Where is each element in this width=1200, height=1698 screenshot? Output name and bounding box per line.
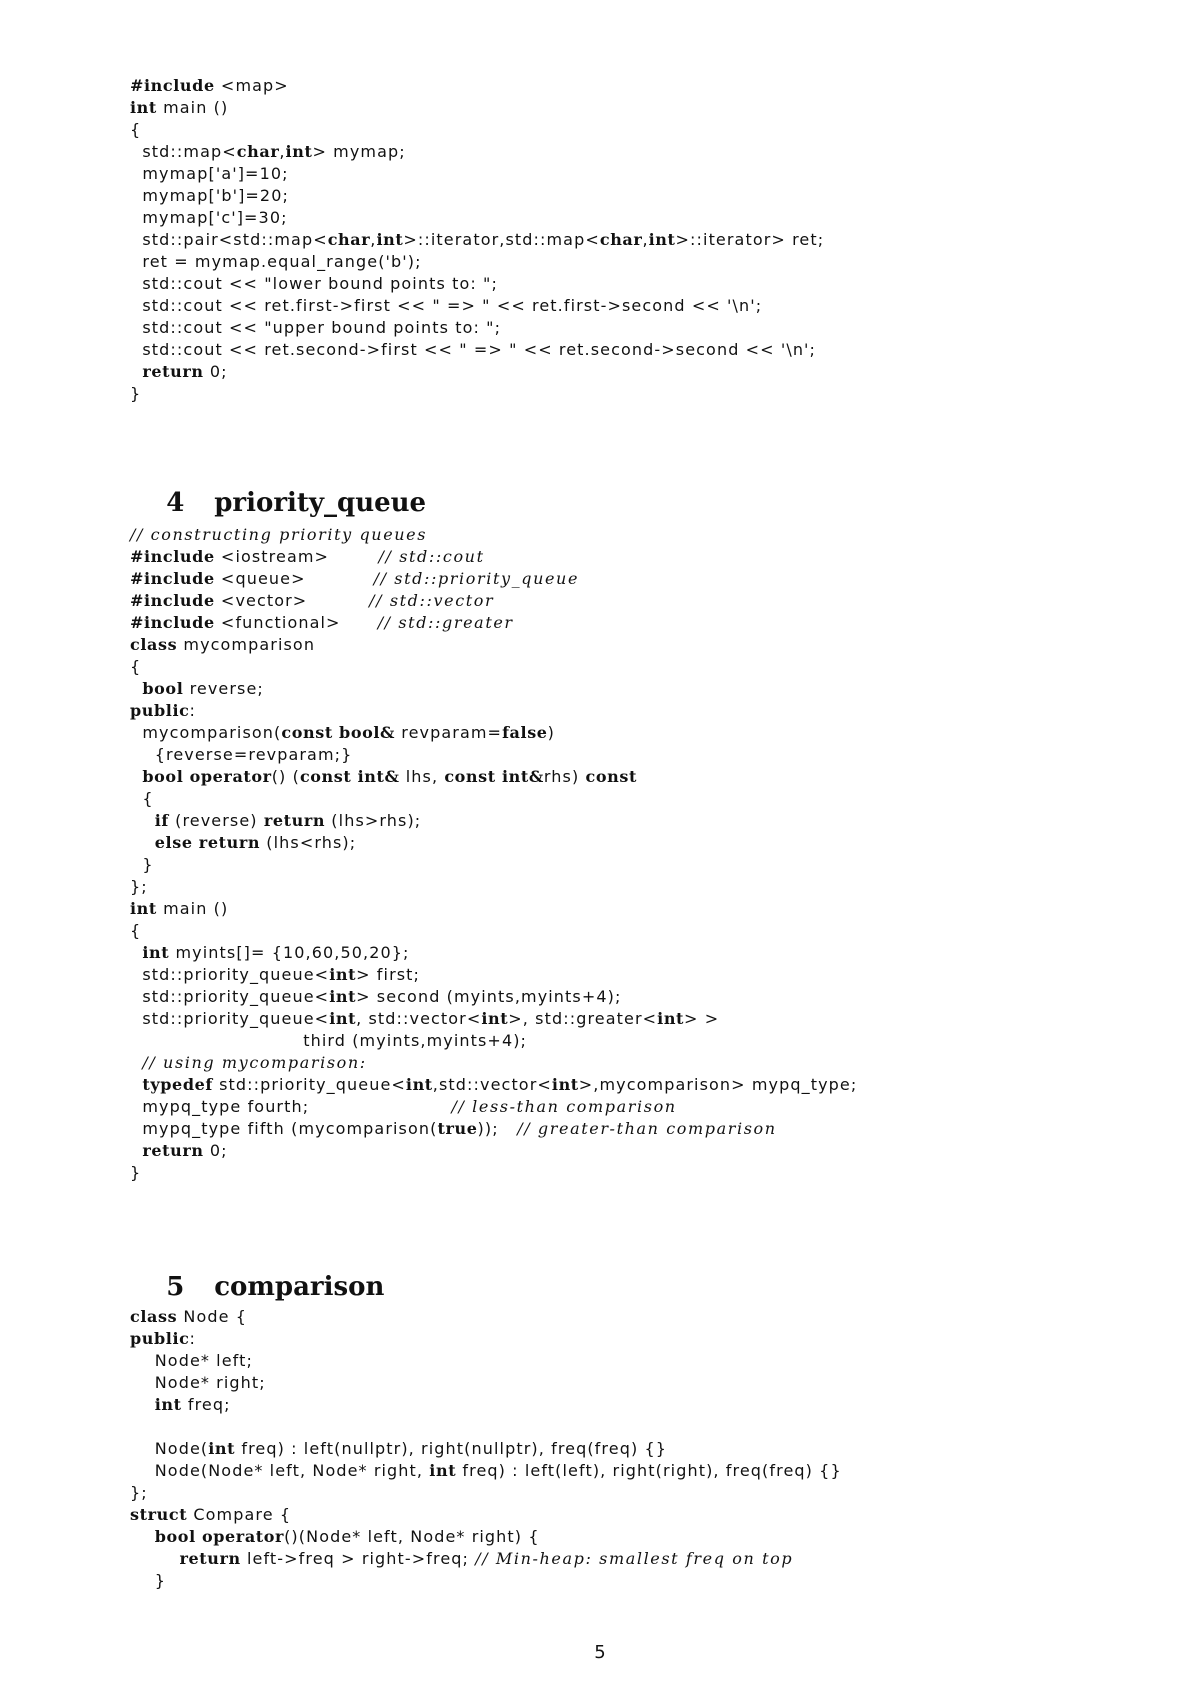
code-keyword: int — [429, 1461, 457, 1480]
code-line — [130, 317, 824, 339]
code-text: freq) : left(nullptr), right(nullptr), freq(freq) {} — [235, 1439, 668, 1458]
code-line — [130, 1074, 857, 1096]
code-text: lhs, — [399, 767, 445, 786]
code-keyword: int — [481, 1009, 509, 1028]
code-text: > first; — [356, 965, 421, 984]
code-text: main () — [156, 98, 229, 117]
code-line — [130, 810, 857, 832]
code-line — [130, 722, 857, 744]
code-text — [130, 1075, 142, 1094]
code-line — [130, 700, 857, 722]
code-keyword: return — [142, 1141, 204, 1160]
code-text: 0; — [203, 1141, 228, 1160]
code-line — [130, 1030, 857, 1052]
code-line — [130, 942, 857, 964]
code-keyword: int — [154, 1395, 182, 1414]
code-text — [130, 833, 155, 852]
code-text: std::priority_queue< — [130, 1009, 330, 1028]
code-line — [130, 634, 857, 656]
code-text: , — [370, 230, 377, 249]
code-comment: // constructing priority queues — [130, 525, 428, 544]
code-line — [130, 546, 857, 568]
code-keyword: return — [179, 1549, 241, 1568]
code-text: mymap['a']=10; — [130, 164, 289, 183]
code-line — [130, 141, 824, 163]
page-number: 5 — [594, 1642, 606, 1663]
code-text — [130, 767, 142, 786]
code-text: { — [130, 789, 154, 808]
code-text: }; — [130, 1483, 148, 1502]
code-text: } — [130, 1571, 167, 1590]
section-title: priority_queue — [214, 488, 427, 518]
code-text: } — [130, 855, 154, 874]
code-line — [130, 524, 857, 546]
code-text: std::map< — [130, 142, 237, 161]
code-line — [130, 1008, 857, 1030]
code-text — [130, 1395, 155, 1414]
code-text: mymap['c']=30; — [130, 208, 288, 227]
code-line — [130, 656, 857, 678]
code-text: , — [279, 142, 286, 161]
code-keyword: int — [130, 98, 157, 117]
code-text: { — [130, 657, 142, 676]
code-keyword: const — [299, 767, 352, 786]
code-line — [130, 744, 857, 766]
code-keyword: public — [130, 1329, 190, 1348]
code-text: { — [130, 120, 142, 139]
code-text: } — [130, 384, 142, 403]
code-text: > second (myints,myints+4); — [356, 987, 622, 1006]
code-text — [130, 679, 142, 698]
code-keyword: int — [329, 1009, 357, 1028]
code-text: (lhs>rhs); — [325, 811, 422, 830]
code-text: () ( — [271, 767, 300, 786]
code-keyword: if — [154, 811, 169, 830]
code-keyword: int — [376, 230, 404, 249]
code-text: reverse; — [183, 679, 264, 698]
code-text: {reverse=revparam;} — [130, 745, 353, 764]
code-line — [130, 964, 857, 986]
code-line — [130, 97, 824, 119]
code-line — [130, 1118, 857, 1140]
code-line — [130, 590, 857, 612]
code-line — [130, 832, 857, 854]
code-keyword: return — [142, 362, 204, 381]
code-keyword: #include — [130, 547, 215, 566]
code-text: Node(Node* left, Node* right, — [130, 1461, 430, 1480]
code-text — [130, 1141, 142, 1160]
code-text: 0; — [203, 362, 228, 381]
code-text — [130, 943, 142, 962]
code-text: { — [130, 921, 142, 940]
code-keyword: char — [236, 142, 280, 161]
code-block-comparison — [130, 1306, 842, 1592]
code-text: std::cout << ret.second->first << " => " << ret.second->second << '\n'; — [130, 340, 817, 359]
code-keyword: int — [657, 1009, 685, 1028]
code-text: std::priority_queue< — [130, 965, 330, 984]
code-keyword: int — [285, 142, 313, 161]
code-keyword: typedef — [142, 1075, 213, 1094]
code-text: , — [642, 230, 649, 249]
code-line — [130, 1394, 842, 1416]
code-text: rhs) — [543, 767, 586, 786]
code-line — [130, 1482, 842, 1504]
code-text: mypq_type fourth; — [130, 1097, 452, 1116]
code-keyword: int — [551, 1075, 579, 1094]
code-line — [130, 1140, 857, 1162]
code-keyword: bool — [142, 679, 184, 698]
code-keyword: #include — [130, 569, 215, 588]
code-line — [130, 920, 857, 942]
code-keyword: int& — [501, 767, 544, 786]
code-line — [130, 295, 824, 317]
code-keyword: return — [263, 811, 326, 830]
code-keyword: return — [198, 833, 261, 852]
code-keyword: true — [437, 1119, 478, 1138]
code-line — [130, 163, 824, 185]
code-text — [130, 1527, 155, 1546]
code-text: std::cout << "upper bound points to: "; — [130, 318, 502, 337]
code-comment: // using mycomparison: — [142, 1053, 367, 1072]
code-text: : — [189, 1329, 197, 1348]
code-keyword: struct — [130, 1505, 188, 1524]
code-text: std::priority_queue< — [130, 987, 330, 1006]
code-text: ()(Node* left, Node* right) { — [284, 1527, 540, 1546]
code-text: mycomparison — [177, 635, 316, 654]
code-text: left->freq > right->freq; — [240, 1549, 476, 1568]
code-line — [130, 1052, 857, 1074]
code-block-map — [130, 75, 824, 405]
code-keyword: bool& — [339, 723, 396, 742]
code-line — [130, 1526, 842, 1548]
code-line — [130, 788, 857, 810]
code-line — [130, 185, 824, 207]
code-text: }; — [130, 877, 148, 896]
code-keyword: false — [502, 723, 548, 742]
code-line — [130, 986, 857, 1008]
code-keyword: #include — [130, 591, 215, 610]
code-keyword: class — [130, 1307, 178, 1326]
code-text: > > — [684, 1009, 720, 1028]
code-text: ) — [547, 723, 555, 742]
code-keyword: int — [648, 230, 676, 249]
code-block-priority-queue — [130, 524, 857, 1184]
code-keyword: int& — [357, 767, 400, 786]
section-number: 5 — [166, 1272, 185, 1302]
code-line — [130, 678, 857, 700]
code-line — [130, 1350, 842, 1372]
code-line — [130, 1096, 857, 1118]
code-text — [130, 1549, 180, 1568]
code-text: Node( — [130, 1439, 209, 1458]
code-text: > mymap; — [312, 142, 406, 161]
code-keyword: else — [154, 833, 193, 852]
code-text: std::cout << "lower bound points to: "; — [130, 274, 498, 293]
code-line — [130, 339, 824, 361]
code-keyword: operator — [189, 767, 272, 786]
code-comment: // std::cout — [378, 547, 485, 566]
code-line — [130, 1570, 842, 1592]
code-text: std::priority_queue< — [212, 1075, 406, 1094]
code-text — [130, 1053, 142, 1072]
code-text: <functional> — [214, 613, 378, 632]
code-text: (lhs<rhs); — [260, 833, 357, 852]
code-comment: // std::vector — [369, 591, 495, 610]
code-line — [130, 119, 824, 141]
section-number: 4 — [166, 488, 185, 518]
code-text: Node* right; — [130, 1373, 266, 1392]
code-line — [130, 251, 824, 273]
code-keyword: const — [444, 767, 496, 786]
code-text: ret = mymap.equal_range('b'); — [130, 252, 422, 271]
code-text: third (myints,myints+4); — [130, 1031, 528, 1050]
code-line — [130, 766, 857, 788]
code-text: } — [130, 1163, 142, 1182]
code-text: std::cout << ret.first->first << " => " << ret.first->second << '\n'; — [130, 296, 763, 315]
code-text: : — [189, 701, 197, 720]
code-text: >::iterator,std::map< — [403, 230, 600, 249]
code-keyword: char — [327, 230, 371, 249]
code-text: mypq_type fifth (mycomparison( — [130, 1119, 438, 1138]
code-text: >::iterator> ret; — [675, 230, 825, 249]
code-keyword: bool — [142, 767, 184, 786]
code-line — [130, 1372, 842, 1394]
code-line — [130, 75, 824, 97]
code-text: Compare { — [187, 1505, 292, 1524]
code-line — [130, 1548, 842, 1570]
code-line — [130, 207, 824, 229]
code-text: main () — [156, 899, 229, 918]
code-line — [130, 273, 824, 295]
code-text: Node* left; — [130, 1351, 253, 1370]
code-keyword: #include — [130, 613, 215, 632]
code-line — [130, 1162, 857, 1184]
code-keyword: public — [130, 701, 190, 720]
code-text: , std::vector< — [356, 1009, 482, 1028]
code-line — [130, 1328, 842, 1350]
code-text — [130, 811, 155, 830]
code-keyword: int — [329, 987, 357, 1006]
code-line — [130, 568, 857, 590]
code-text: <map> — [214, 76, 289, 95]
code-keyword: int — [130, 899, 157, 918]
code-text: <queue> — [214, 569, 374, 588]
code-text: myints[]= {10,60,50,20}; — [169, 943, 410, 962]
section-title: comparison — [214, 1272, 385, 1302]
code-comment: // Min-heap: smallest freq on top — [475, 1549, 794, 1568]
code-text: (reverse) — [168, 811, 264, 830]
code-text: )); — [477, 1119, 518, 1138]
code-line — [130, 1416, 842, 1438]
code-text — [130, 362, 142, 381]
code-keyword: #include — [130, 76, 215, 95]
code-text: freq) : left(left), right(right), freq(freq) {} — [456, 1461, 842, 1480]
code-line — [130, 1460, 842, 1482]
code-text: mymap['b']=20; — [130, 186, 289, 205]
code-text: revparam= — [395, 723, 503, 742]
code-line — [130, 1306, 842, 1328]
code-keyword: int — [405, 1075, 433, 1094]
code-text: mycomparison( — [130, 723, 282, 742]
code-keyword: const — [585, 767, 637, 786]
code-line — [130, 612, 857, 634]
code-comment: // std::greater — [377, 613, 514, 632]
code-line — [130, 876, 857, 898]
code-line — [130, 898, 857, 920]
code-line — [130, 854, 857, 876]
code-line — [130, 361, 824, 383]
code-text: >,mycomparison> mypq_type; — [578, 1075, 858, 1094]
code-text: <iostream> — [214, 547, 379, 566]
code-keyword: bool — [154, 1527, 196, 1546]
code-text: Node { — [177, 1307, 248, 1326]
code-keyword: operator — [201, 1527, 285, 1546]
code-keyword: const — [281, 723, 333, 742]
code-text: <vector> — [214, 591, 370, 610]
code-comment: // less-than comparison — [451, 1097, 677, 1116]
code-line — [130, 1438, 842, 1460]
code-line — [130, 229, 824, 251]
code-line — [130, 383, 824, 405]
code-line — [130, 1504, 842, 1526]
code-keyword: class — [130, 635, 178, 654]
code-comment: // greater-than comparison — [517, 1119, 777, 1138]
code-text: freq; — [181, 1395, 231, 1414]
code-keyword: char — [599, 230, 643, 249]
code-comment: // std::priority_queue — [373, 569, 580, 588]
code-text: >, std::greater< — [508, 1009, 658, 1028]
code-keyword: int — [142, 943, 170, 962]
code-text: std::pair<std::map< — [130, 230, 328, 249]
code-keyword: int — [208, 1439, 236, 1458]
code-text: ,std::vector< — [432, 1075, 552, 1094]
code-keyword: int — [329, 965, 357, 984]
